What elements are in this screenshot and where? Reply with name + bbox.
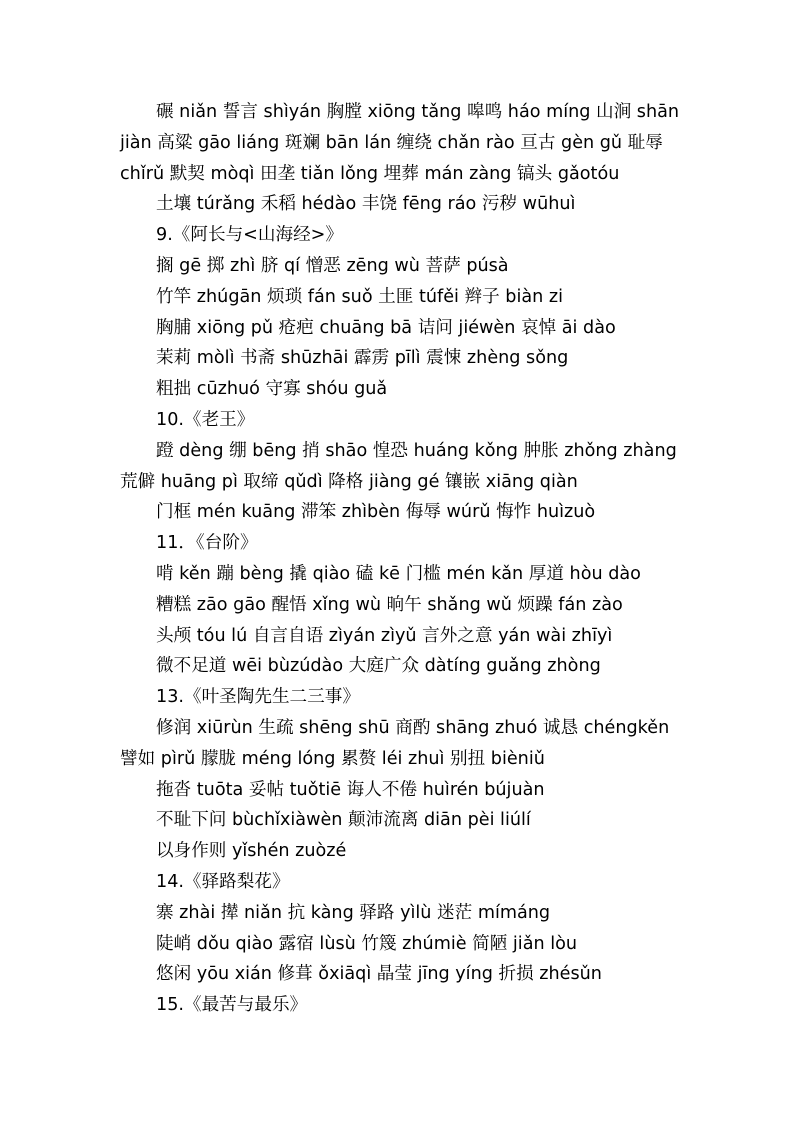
text-line: chǐrǔ 默契 mòqì 田垄 tiǎn lǒng 埋葬 mán zàng 镐头 gǎotóu (120, 163, 620, 184)
text-line: 土壤 túrǎng 禾稻 hédào 丰饶 fēng ráo 污秽 wūhuì (156, 194, 576, 215)
text-line: 蹬 dèng 绷 bēng 捎 shāo 惶恐 huáng kǒng 肿胀 zhǒng zhàng (156, 440, 677, 461)
text-line: 碾 niǎn 誓言 shìyán 胸膛 xiōng tǎng 嗥鸣 háo míng 山涧 shān (156, 102, 680, 122)
text-line: 微不足道 wēi bùzúdào 大庭广众 dàtíng guǎng zhòng (156, 656, 601, 677)
text-line: jiàn 高粱 gāo liáng 斑斓 bān lán 缠绕 chǎn rào 亘古 gèn gǔ 耻辱 (120, 132, 663, 153)
text-line: 啃 kěn 蹦 bèng 撬 qiào 磕 kē 门槛 mén kǎn 厚道 hòu dào (156, 563, 641, 584)
text-line: 胸脯 xiōng pǔ 疮疤 chuāng bā 诘问 jiéwèn 哀悼 āi dào (156, 317, 616, 338)
text-line: 搁 gē 掷 zhì 脐 qí 憎恶 zēng wù 菩萨 púsà (156, 255, 509, 276)
text-line: 14.《驿路梨花》 (156, 871, 290, 892)
text-line: 悠闲 yōu xián 修葺 ǒxiāqì 晶莹 jīng yíng 折损 zhésǔn (156, 964, 602, 985)
text-line: 陡峭 dǒu qiào 露宿 lùsù 竹篾 zhúmiè 简陋 jiǎn lòu (156, 933, 578, 954)
text-line: 茉莉 mòlì 书斋 shūzhāi 霹雳 pīlì 震悚 zhèng sǒng (156, 348, 569, 369)
text-line: 拖沓 tuōta 妥帖 tuǒtiē 诲人不倦 huìrén bújuàn (156, 779, 545, 800)
text-line: 10.《老王》 (156, 409, 255, 430)
vocabulary-text-body (120, 97, 680, 1021)
text-line: 11．《台阶》 (156, 533, 258, 554)
text-line: 头颅 tóu lú 自言自语 zìyán zìyǔ 言外之意 yán wài zhīyì (156, 625, 613, 646)
text-line: 糟糕 zāo gāo 醒悟 xǐng wù 晌午 shǎng wǔ 烦躁 fán zào (156, 594, 623, 615)
text-line: 以身作则 yǐshén zuòzé (156, 841, 347, 862)
text-line: 修润 xiūrùn 生疏 shēng shū 商酌 shāng zhuó 诚恳 chéngkěn (156, 717, 670, 738)
text-line: 门框 mén kuāng 滞笨 zhìbèn 侮辱 wúrǔ 悔怍 huìzuò (156, 502, 596, 523)
text-line: 9.《阿长与<山海经>》 (156, 225, 344, 246)
text-line: 竹竿 zhúgān 烦琐 fán suǒ 土匪 túfěi 辫子 biàn zi (156, 286, 563, 307)
text-line: 寨 zhài 撵 niǎn 抗 kàng 驿路 yìlù 迷茫 mímáng (156, 902, 551, 923)
text-line: 荒僻 huāng pì 取缔 qǔdì 降格 jiàng gé 镶嵌 xiāng qiàn (120, 471, 578, 492)
text-line: 譬如 pìrǔ 朦胧 méng lóng 累赘 léi zhuì 别扭 bièniǔ (120, 748, 545, 769)
text-line: 13.《叶圣陶先生二三事》 (156, 687, 360, 708)
text-line: 不耻下问 bùchǐxiàwèn 颠沛流离 diān pèi liúlí (156, 810, 531, 831)
text-line: 粗拙 cūzhuó 守寡 shóu guǎ (156, 379, 388, 400)
text-line: 15.《最苦与最乐》 (156, 995, 308, 1016)
